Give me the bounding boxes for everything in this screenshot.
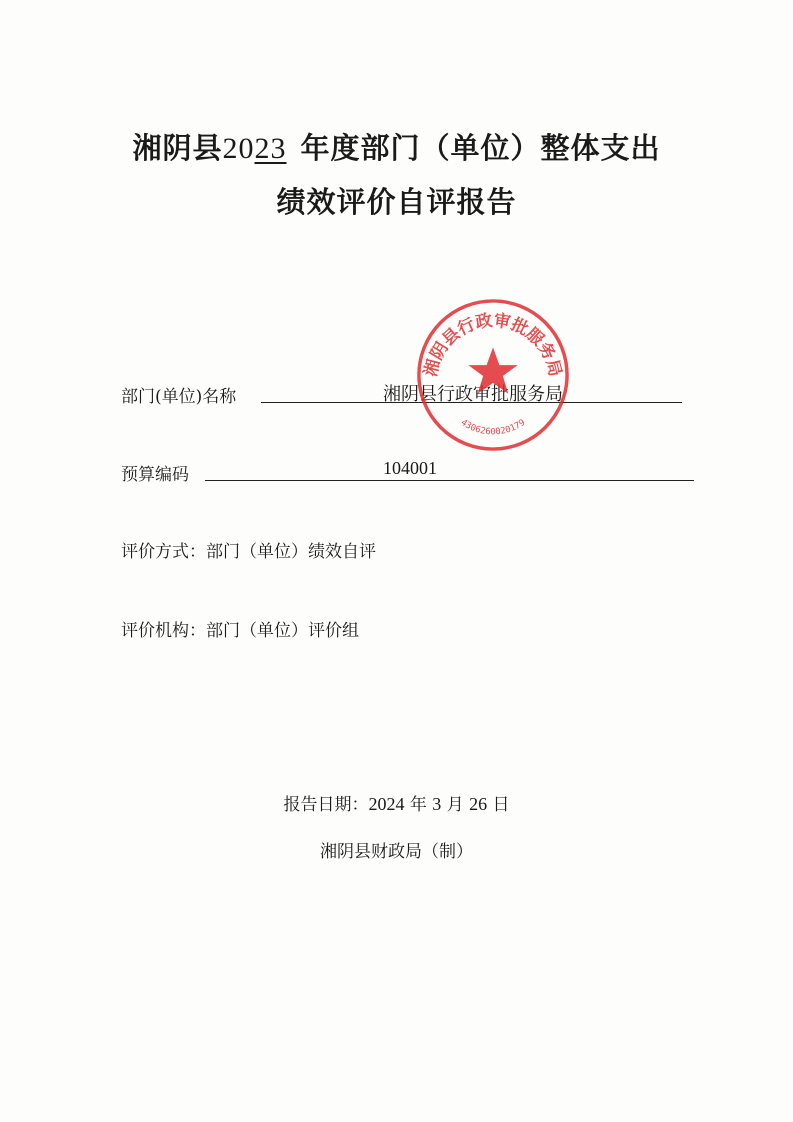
report-date-year: 2024 [368, 794, 405, 814]
title-line-2: 绩效评价自评报告 [276, 185, 517, 219]
report-date-month: 3 [432, 794, 442, 814]
dept-name-field [121, 382, 563, 407]
evaluation-org: 评价机构：部门（单位）评价组 [121, 621, 359, 641]
svg-text:4306260020179: 4306260020179 [458, 417, 528, 438]
budget-code-underline [205, 460, 694, 481]
report-date-year-unit: 年 [409, 795, 427, 815]
title-year-prefix: 20 [222, 132, 255, 165]
title-prefix: 湘阴县 [132, 131, 223, 165]
issuer: 湘阴县财政局（制） [320, 842, 473, 862]
budget-code-value: 104001 [383, 458, 437, 478]
report-date-day: 26 [469, 794, 488, 814]
report-date-label: 报告日期： [283, 795, 369, 815]
budget-code-field [121, 458, 437, 485]
title-suffix: 年度部门（单位）整体支出 [300, 131, 661, 165]
title-year-suffix: 23 [254, 132, 287, 165]
official-seal-stamp [414, 296, 572, 454]
report-date [0, 790, 793, 815]
title-line-1 [0, 126, 793, 167]
svg-text:湘阴县行政审批服务局: 湘阴县行政审批服务局 [419, 309, 567, 379]
budget-code-label: 预算编码 [121, 465, 189, 485]
dept-name-label: 部门(单位)名称 [121, 387, 237, 407]
report-date-day-unit: 日 [492, 795, 510, 815]
report-date-month-unit: 月 [446, 795, 464, 815]
evaluation-method: 评价方式：部门（单位）绩效自评 [121, 542, 376, 562]
dept-name-value: 湘阴县行政审批服务局 [383, 384, 563, 404]
